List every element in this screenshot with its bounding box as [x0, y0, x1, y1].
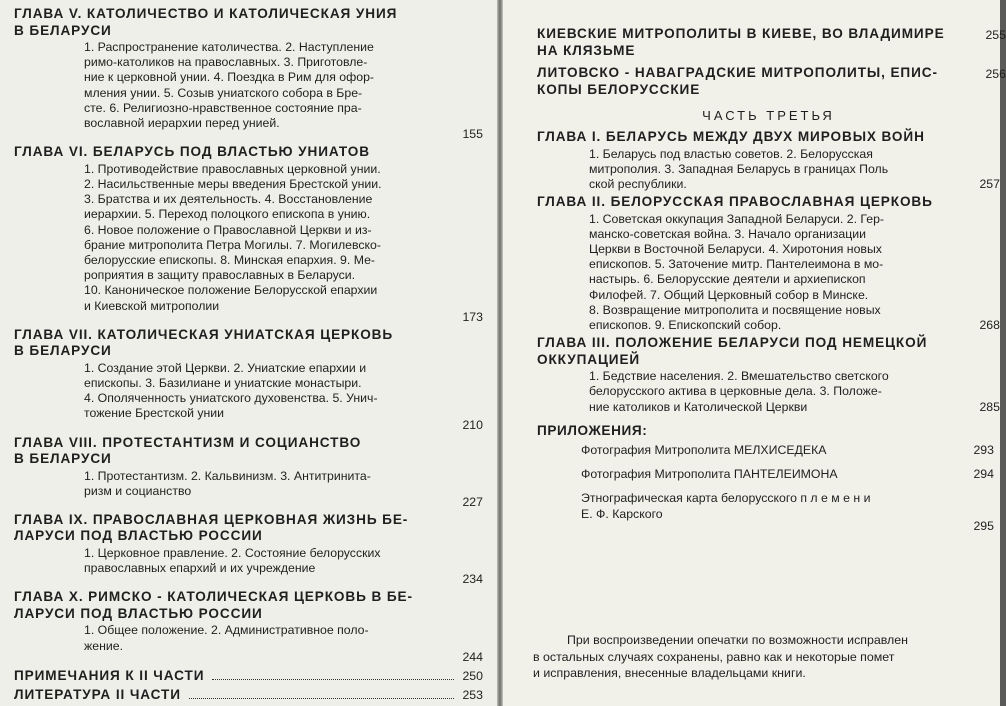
topic-line: митрополия. 3. Западная Беларусь в границах Поль	[589, 161, 889, 176]
appendix-text-line: Фотография Митрополита МЕЛХИСЕДЕКА	[581, 442, 827, 457]
topic-line: вославной иерархии перед унией.	[84, 116, 280, 131]
topic-line: Филофей. 7. Общий Церковный собор в Минске.	[589, 287, 869, 302]
entry-title-line: КОПЫ БЕЛОРУССКИЕ	[537, 81, 701, 97]
topic-line: 3. Братства и их деятельность. 4. Восстановление	[84, 192, 373, 207]
chapter-title-line: В БЕЛАРУСИ	[14, 22, 112, 38]
topic-line: иерархии. 5. Переход полоцкого епископа в унию.	[84, 207, 371, 222]
toc-entry	[14, 687, 483, 704]
chapter-title-line: ГЛАВА II. БЕЛОРУССКАЯ ПРАВОСЛАВНАЯ ЦЕРКОВЬ	[537, 194, 933, 210]
chapter-title-line: ОККУПАЦИЕЙ	[537, 351, 641, 367]
appendix-item	[581, 466, 1000, 482]
left-page	[0, 0, 497, 706]
page-number: 257	[979, 177, 1000, 192]
page-number: 173	[462, 309, 483, 324]
chapter-title-line: В БЕЛАРУСИ	[14, 451, 112, 467]
chapter-topics	[589, 212, 955, 334]
topic-line: манско-советская война. 3. Начало организации	[589, 226, 866, 241]
appendix-text-line: Е. Ф. Карского	[581, 506, 663, 521]
toc-chapter	[14, 512, 483, 587]
page-number: 285	[979, 399, 1000, 414]
footnote-line: При воспроизведении опечатки по возможности исправлен	[567, 633, 909, 647]
appendix-text-line: Фотография Митрополита ПАНТЕЛЕИМОНА	[581, 466, 838, 481]
page-number: 155	[462, 127, 483, 142]
chapter-title-line: ГЛАВА IX. ПРАВОСЛАВНАЯ ЦЕРКОВНАЯ ЖИЗНЬ БЕ-	[14, 511, 409, 527]
topic-line: тожение Брестской унии	[84, 406, 225, 421]
topic-line: 4. Ополяченность униатского духовенства. 5. Унич-	[84, 391, 378, 406]
topic-line: белорусские епископы. 8. Минская епархия. 9. Ме-	[84, 252, 376, 267]
topic-line: 1. Бедствие населения. 2. Вмешательство светского	[589, 369, 889, 384]
page-number: 295	[973, 518, 994, 533]
right-page	[503, 0, 1006, 706]
chapter-topics	[84, 40, 428, 131]
toc-chapter	[537, 194, 1000, 333]
topic-line: и Киевской митрополии	[84, 298, 220, 313]
topic-line: ризм и социанство	[84, 483, 192, 498]
toc-entry	[14, 668, 483, 685]
toc-chapter	[14, 589, 483, 664]
topic-line: 1. Распространение католичества. 2. Наступление	[84, 40, 374, 54]
topic-line: 1. Создание этой Церкви. 2. Униатские епархии и	[84, 360, 367, 375]
topic-line: 1. Противодействие православных церковной унии.	[84, 161, 381, 176]
page-number: 293	[973, 442, 994, 457]
page-number: 250	[462, 668, 483, 683]
topic-line: мления унии. 5. Созыв униатского собора в Бре-	[84, 85, 363, 100]
topic-line: ние католиков и Католической Церкви	[589, 399, 808, 414]
page-number: 234	[462, 572, 483, 587]
topic-line: ние к церковной унии. 4. Поездка в Рим для офор-	[84, 70, 375, 85]
appendix-item	[581, 442, 1000, 458]
page-number: 268	[979, 318, 1000, 333]
topic-line: 6. Новое положение о Православной Церкви и из-	[84, 222, 372, 237]
page-number: 253	[462, 688, 483, 703]
page-number: 256	[985, 67, 1006, 81]
chapter-title-line: ГЛАВА I. БЕЛАРУСЬ МЕЖДУ ДВУХ МИРОВЫХ ВОЙН	[537, 129, 925, 144]
toc-chapter	[14, 435, 483, 510]
topic-line: 2. Насильственные меры введения Брестской унии.	[84, 176, 382, 191]
page-number: 210	[462, 417, 483, 432]
chapter-title-line: ГЛАВА VII. КАТОЛИЧЕСКАЯ УНИАТСКАЯ ЦЕРКОВЬ	[14, 326, 394, 342]
chapter-title-line: ЛАРУСИ ПОД ВЛАСТЬЮ РОССИИ	[14, 605, 263, 621]
page-number: 227	[462, 494, 483, 509]
entry-title-line: НА КЛЯЗЬМЕ	[537, 42, 636, 58]
topic-line: 10. Каноническое положение Белорусской епархии	[84, 283, 378, 298]
footnote-line: в остальных случаях сохранены, равно как и некоторые помет	[533, 649, 895, 664]
dot-leader	[212, 679, 454, 680]
appendix-text-line: Этнографическая карта белорусского п л е м е н и	[581, 490, 871, 505]
topic-line: настырь. 6. Белорусские деятели и архиепископ	[589, 272, 866, 287]
toc-chapter	[14, 144, 483, 325]
topic-line: епископов. 5. Заточение митр. Пантелеимона в мо-	[589, 257, 884, 272]
toc-chapter	[14, 327, 483, 433]
topic-line: 1. Общее положение. 2. Административное поло-	[84, 623, 369, 638]
topic-line: епископов. 9. Епископский собор.	[589, 318, 782, 333]
toc-chapter	[14, 6, 483, 142]
chapter-topics	[84, 162, 428, 314]
page-number: 244	[462, 649, 483, 664]
page-number: 255	[985, 28, 1006, 42]
topic-line: роприятия в защиту православных в Беларуси.	[84, 268, 356, 283]
chapter-title-line: В БЕЛАРУСИ	[14, 343, 112, 359]
part-heading: ЧАСТЬ ТРЕТЬЯ	[702, 108, 835, 123]
dot-leader	[189, 698, 455, 699]
topic-line: православных епархий и их учреждение	[84, 561, 316, 576]
topic-line: жение.	[84, 638, 123, 653]
topic-line: 1. Советская оккупация Западной Беларуси. 2. Гер-	[589, 211, 885, 226]
toc-entry	[537, 65, 1006, 98]
chapter-title-line: ЛАРУСИ ПОД ВЛАСТЬЮ РОССИИ	[14, 528, 263, 544]
appendix-item	[581, 490, 1000, 533]
topic-line: Церкви в Восточной Беларуси. 4. Хиротония новых	[589, 242, 882, 257]
appendix-heading: ПРИЛОЖЕНИЯ:	[537, 422, 648, 438]
entry-title-line: КИЕВСКИЕ МИТРОПОЛИТЫ В КИЕВЕ, ВО ВЛАДИМИРЕ	[537, 26, 945, 41]
topic-line: римо-католиков на православных. 3. Приготовле-	[84, 55, 368, 70]
toc-chapter	[537, 129, 1000, 192]
chapter-title-line: ГЛАВА VIII. ПРОТЕСТАНТИЗМ И СОЦИАНСТВО	[14, 434, 362, 450]
entry-title-line: ЛИТОВСКО - НАВАГРАДСКИЕ МИТРОПОЛИТЫ, ЕПИС-	[537, 65, 938, 80]
chapter-title-line: ГЛАВА III. ПОЛОЖЕНИЕ БЕЛАРУСИ ПОД НЕМЕЦКОЙ	[537, 335, 928, 351]
topic-line: 1. Беларусь под властью советов. 2. Белорусская	[589, 146, 873, 161]
topic-line: 1. Церковное правление. 2. Состояние белорусских	[84, 545, 381, 560]
entry-title: ПРИМЕЧАНИЯ К II ЧАСТИ	[14, 667, 205, 683]
footnote-line: и исправления, внесенные владельцами книги.	[533, 666, 806, 680]
topic-line: белорусского актива в церковные дела. 3. Положе-	[589, 384, 882, 399]
topic-line: 1. Протестантизм. 2. Кальвинизм. 3. Антитринита-	[84, 468, 371, 483]
footnote	[533, 632, 1003, 682]
topic-line: ской республики.	[589, 176, 687, 191]
page-number: 294	[973, 466, 994, 481]
entry-title: ЛИТЕРАТУРА II ЧАСТИ	[14, 687, 181, 703]
topic-line: епископы. 3. Базилиане и униатские монастыри.	[84, 375, 362, 390]
chapter-title-line: ГЛАВА V. КАТОЛИЧЕСТВО И КАТОЛИЧЕСКАЯ УНИЯ	[14, 6, 398, 21]
chapter-topics	[84, 361, 428, 422]
chapter-title-line: ГЛАВА X. РИМСКО - КАТОЛИЧЕСКАЯ ЦЕРКОВЬ В БЕ-	[14, 589, 413, 605]
topic-line: сте. 6. Религиозно-нравственное состояние пра-	[84, 100, 362, 115]
topic-line: брание митрополита Петра Могилы. 7. Могилевско-	[84, 237, 381, 252]
toc-entry	[537, 26, 1006, 59]
topic-line: 8. Возвращение митрополита и посвящение новых	[589, 302, 881, 317]
chapter-title-line: ГЛАВА VI. БЕЛАРУСЬ ПОД ВЛАСТЬЮ УНИАТОВ	[14, 144, 370, 160]
toc-chapter	[537, 335, 1000, 415]
